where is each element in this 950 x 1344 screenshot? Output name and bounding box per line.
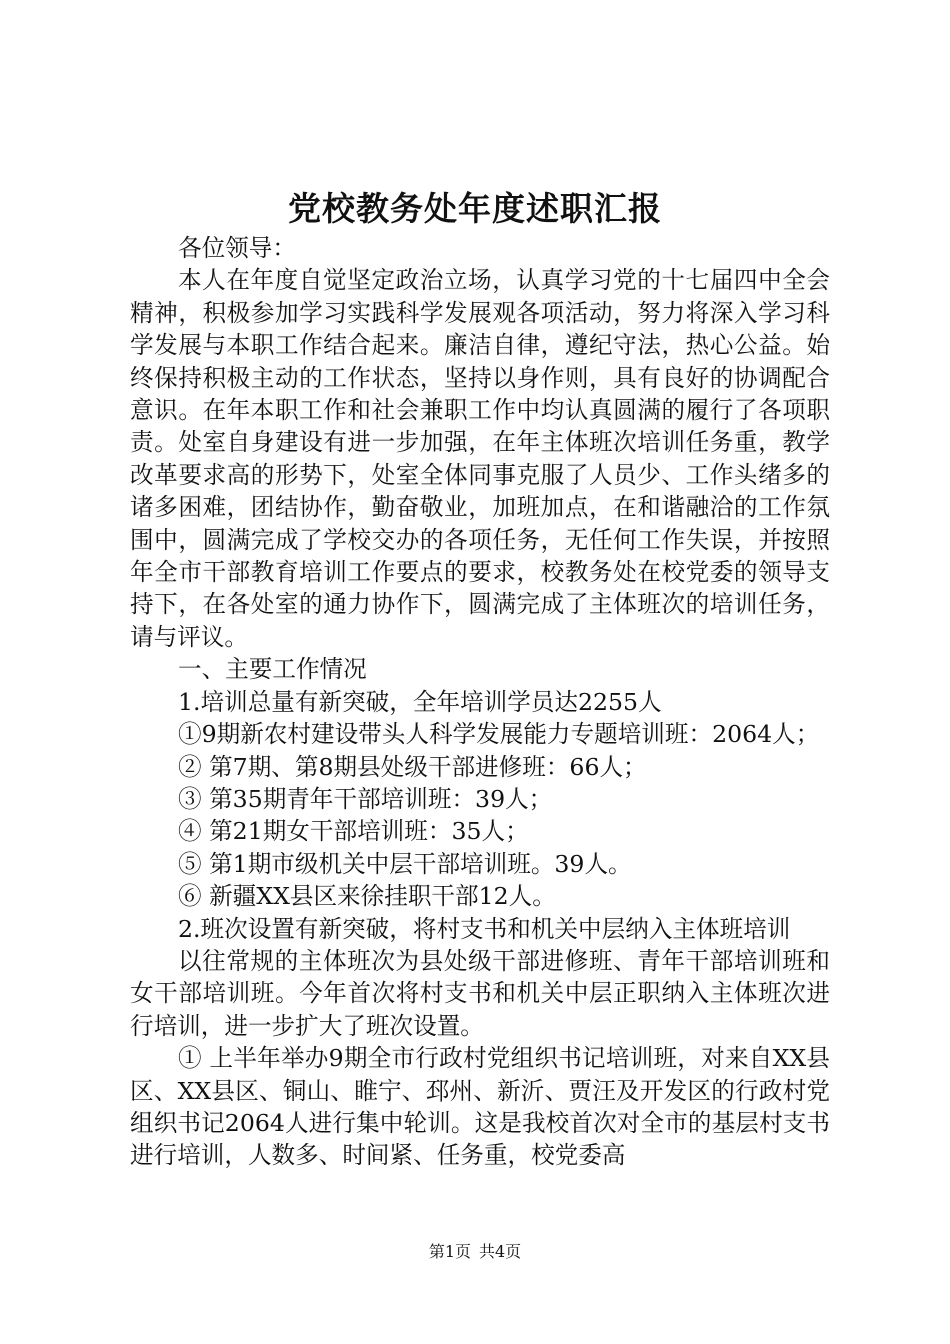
paragraph: 一、主要工作情况 (178, 655, 367, 684)
paragraph: ⑥ 新疆XX县区来徐挂职干部12人。 (178, 882, 556, 911)
paragraph: ③ 第35期青年干部培训班：39人； (178, 784, 553, 813)
page-number: 第1页 (428, 1242, 471, 1261)
page-total: 共4页 (479, 1242, 522, 1261)
document-body (130, 232, 830, 1172)
document-title: 党校教务处年度述职汇报 (288, 189, 662, 228)
paragraph: ⑤ 第1期市级机关中层干部培训班。39人。 (178, 849, 632, 878)
paragraph: 以往常规的主体班次为县处级干部进修班、青年干部培训班和女干部培训班。今年首次将村支书和机关中层正职纳入主体班次进行培训，进一步扩大了班次设置。 (130, 946, 830, 1040)
paragraph: 本人在年度自觉坚定政治立场，认真学习党的十七届四中全会精神，积极参加学习实践科学发展观各项活动，努力将深入学习科学发展与本职工作结合起来。廉洁自律，遵纪守法，热心公益。始终保持积极主动的工作状态，坚持以身作则，具有良好的协调配合意识。在年本职工作和社会兼职工作中均认真圆满的履行了各项职责。处室自身建设有进一步加强，在年主体班次培训任务重，教学改革要求高的形势下，处室全体同事克服了人员少、工作头绪多的诸多困难，团结协作，勤奋敬业，加班加点，在和谐融洽的工作氛围中，圆满完成了学校交办的各项任务，无任何工作失误，并按照年全市干部教育培训工作要点的要求，校教务处在校党委的领导支持下，在各处室的通力协作下，圆满完成了主体班次的培训任务，请与评议。 (130, 266, 830, 651)
paragraph: 2.班次设置有新突破，将村支书和机关中层纳入主体班培训 (178, 914, 791, 943)
paragraph: ①9期新农村建设带头人科学发展能力专题培训班：2064人； (178, 720, 820, 749)
paragraph: 各位领导： (178, 234, 296, 262)
paragraph: ④ 第21期女干部培训班：35人； (178, 817, 529, 846)
page-footer (0, 1240, 950, 1264)
paragraph: ① 上半年举办9期全市行政村党组织书记培训班，对来自XX县区、XX县区、铜山、睢宁、邳州、新沂、贾汪及开发区的行政村党组织书记2064人进行集中轮训。这是我校首次对全市的基层村支书进行培训，人数多、时间紧、任务重，校党委高 (130, 1044, 830, 1170)
paragraph: ② 第7期、第8期县处级干部进修班：66人； (178, 752, 647, 781)
paragraph: 1.培训总量有新突破，全年培训学员达2255人 (178, 687, 662, 716)
